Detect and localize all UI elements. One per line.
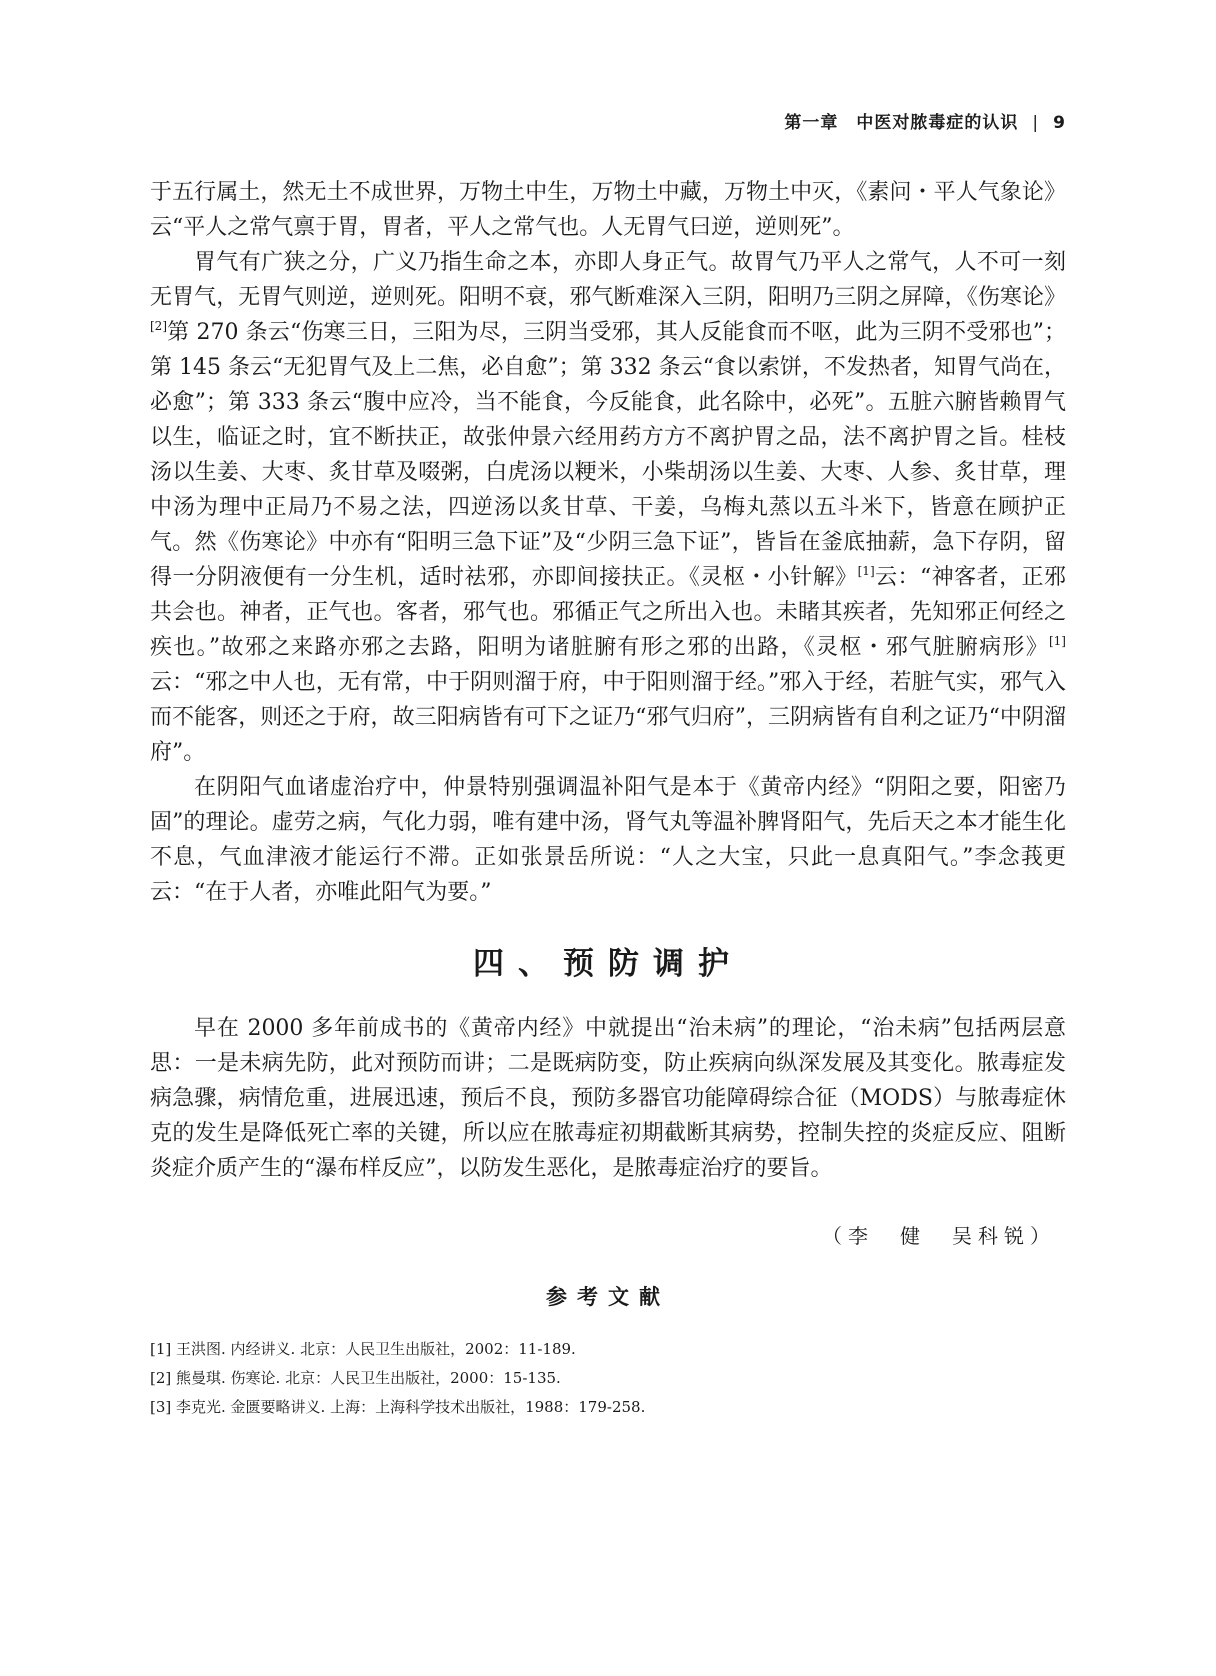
section-heading: 四、预防调护 <box>473 946 743 982</box>
citation-marker: [1] <box>1048 634 1066 648</box>
citation-marker: [2] <box>150 319 167 333</box>
chapter-title: 中医对脓毒症的认识 <box>856 113 1019 133</box>
body-paragraph <box>150 770 1066 910</box>
paragraph-text: 云：“神客者，正邪共会也。神者，正气也。客者，邪气也。邪循正气之所出入也。未睹其疾者，先知邪正何经之疾也。”故邪之来路亦邪之去路，阳明为诸脏腑有形之邪的出路，《灵枢・邪气脏腑病形》 <box>150 565 1066 660</box>
author-credit: （李 健 吴科锐） <box>822 1224 1056 1248</box>
paragraph-text: 于五行属土，然无土不成世界，万物土中生，万物土中藏，万物土中灭，《素问・平人气象论》云“平人之常气禀于胃，胃者，平人之常气也。人无胃气曰逆，逆则死”。 <box>150 180 1066 240</box>
paragraph-text: 云：“邪之中人也，无有常，中于阴则溜于府，中于阳则溜于经。”邪入于经，若脏气实，邪气入而不能客，则还之于府，故三阳病皆有可下之证乃“邪气归府”，三阴病皆有自利之证乃“中阴溜府”。 <box>150 670 1066 765</box>
paragraph-text: 在阴阳气血诸虚治疗中，仲景特别强调温补阳气是本于《黄帝内经》“阴阳之要，阳密乃固”的理论。虚劳之病，气化力弱，唯有建中汤，肾气丸等温补脾肾阳气，先后天之本才能生化不息，气血津液才能运行不滞。正如张景岳所说：“人之大宝，只此一息真阳气。”李念莪更云：“在于人者，亦唯此阳气为要。” <box>150 775 1066 905</box>
references-title: 参考文献 <box>546 1285 670 1309</box>
running-head <box>784 108 1066 133</box>
body-paragraph <box>150 245 1066 770</box>
citation-marker: [1] <box>857 564 875 578</box>
section-paragraph: 早在 2000 多年前成书的《黄帝内经》中就提出“治未病”的理论，“治未病”包括两层意思：一是未病先防，此对预防而讲；二是既病防变，防止疾病向纵深发展及其变化。脓毒症发病急骤，病情危重，进展迅速，预后不良，预防多器官功能障碍综合征（MODS）与脓毒症休克的发生是降低死亡率的关键，所以应在脓毒症初期截断其病势，控制失控的炎症反应、阻断炎症介质产生的“瀑布样反应”，以防发生恶化，是脓毒症治疗的要旨。 <box>150 1016 1066 1181</box>
paragraph-list <box>150 175 1066 910</box>
reference-item: [2] 熊曼琪. 伤寒论. 北京：人民卫生出版社，2000：15-135. <box>150 1369 561 1387</box>
body-paragraph <box>150 175 1066 245</box>
body-text <box>150 175 1066 1422</box>
paragraph-text: 胃气有广狭之分，广义乃指生命之本，亦即人身正气。故胃气乃平人之常气，人不可一刻无胃气，无胃气则逆，逆则死。阳明不衰，邪气断难深入三阴，阳明乃三阴之屏障，《伤寒论》 <box>150 250 1066 310</box>
paragraph-text: 第 270 条云“伤寒三日，三阳为尽，三阴当受邪，其人反能食而不呕，此为三阴不受邪也”；第 145 条云“无犯胃气及上二焦，必自愈”；第 332 条云“食以索饼，不发热者，知胃气尚在，必愈”；第 333 条云“腹中应冷，当不能食，今反能食，此名除中，必死”。五脏六腑皆赖胃气以生，临证之时，宜不断扶正，故张仲景六经用药方方不离护胃之品，法不离护胃之旨。桂枝汤以生姜、大枣、炙甘草及啜粥，白虎汤以粳米，小柴胡汤以生姜、大枣、人参、炙甘草，理中汤为理中正局乃不易之法，四逆汤以炙甘草、干姜，乌梅丸蒸以五斗米下，皆意在顾护正气。然《伤寒论》中亦有“阳明三急下证”及“少阴三急下证”，皆旨在釜底抽薪，急下存阴，留得一分阴液便有一分生机，适时祛邪，亦即间接扶正。《灵枢・小针解》 <box>150 320 1066 590</box>
chapter-label: 第一章 <box>784 113 839 133</box>
page-number: 9 <box>1053 113 1066 133</box>
reference-item: [3] 李克光. 金匮要略讲义. 上海：上海科学技术出版社，1988：179-258. <box>150 1398 646 1416</box>
reference-item: [1] 王洪图. 内经讲义. 北京：人民卫生出版社，2002：11-189. <box>150 1340 576 1358</box>
header-separator: | <box>1032 113 1040 133</box>
reference-list <box>150 1335 1066 1422</box>
